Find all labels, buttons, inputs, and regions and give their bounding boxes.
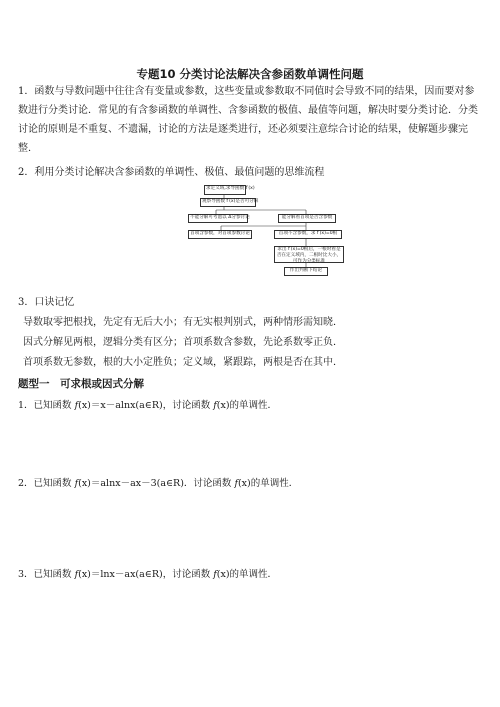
flow-box-leading-coef: 能分解看首项是否含参数 — [278, 214, 336, 223]
paragraph-1: 1．函数与导数问题中往往含有变量或参数，这些变量或参数取不同值时会导致不同的结果，因而要对参数进行分类讨论．常见的有含参函数的单调性、含参函数的极值、最值等问题，解决时要分类讨论．分类讨论的原则是不重复、不遗漏，讨论的方法是逐类进行，还必须要注意综合讨论的结果，使解题步骤完整． — [18, 86, 478, 154]
mnemonic-line-1: 导数取零把根找，先定有无后大小；有无实根判别式，两种情形需知晓． — [23, 317, 343, 328]
problem-3: 3．已知函数 f(x)＝lnx－ax(a∈R)，讨论函数 f(x)的单调性． — [18, 569, 278, 580]
section-heading: 题型一 可求根或因式分解 — [18, 378, 144, 390]
flow-box-roots: 首项不含参数，求 f′(x)=0根 — [274, 230, 342, 239]
paragraph-2: 2．利用分类讨论解决含参函数的单调性、极值、最值问题的思维流程 — [18, 167, 325, 178]
flow-box-compare: 求出 f′(x)=0根后，一根时看是否在定义域内，二根时比大小，可作为分类标准 — [274, 246, 344, 263]
problem-2: 2．已知函数 f(x)＝alnx－ax－3(a∈R)．讨论函数 f(x)的单调性． — [18, 478, 299, 489]
mnemonic-line-3: 首项系数无参数，根的大小定胜负；定义域，紧跟踪，两根是否在其中． — [23, 357, 343, 368]
paragraph-3: 3．口诀记忆 — [18, 297, 75, 308]
flow-box-conclusion: 作出判断下结论 — [284, 267, 328, 276]
flow-box-factor: 观察导函数 f′(x)是否可分解 — [200, 198, 256, 207]
mnemonic-line-2: 因式分解见两根，逻辑分类有区分；首项系数含参数，先论系数零正负． — [23, 337, 343, 348]
flow-box-domain: 求定义域,求导函数 f′(x) — [204, 185, 246, 195]
flow-box-delta: 不能分解可考虑以 Δ分参讨论 — [188, 214, 248, 223]
page-title: 专题10 分类讨论法解决含参函数单调性问题 — [136, 67, 364, 81]
problem-1: 1．已知函数 f(x)＝x－alnx(a∈R)，讨论函数 f(x)的单调性． — [18, 400, 278, 411]
flowchart — [186, 183, 346, 283]
flow-box-coef-param: 首项含参数，对首项参数讨论 — [188, 230, 252, 239]
